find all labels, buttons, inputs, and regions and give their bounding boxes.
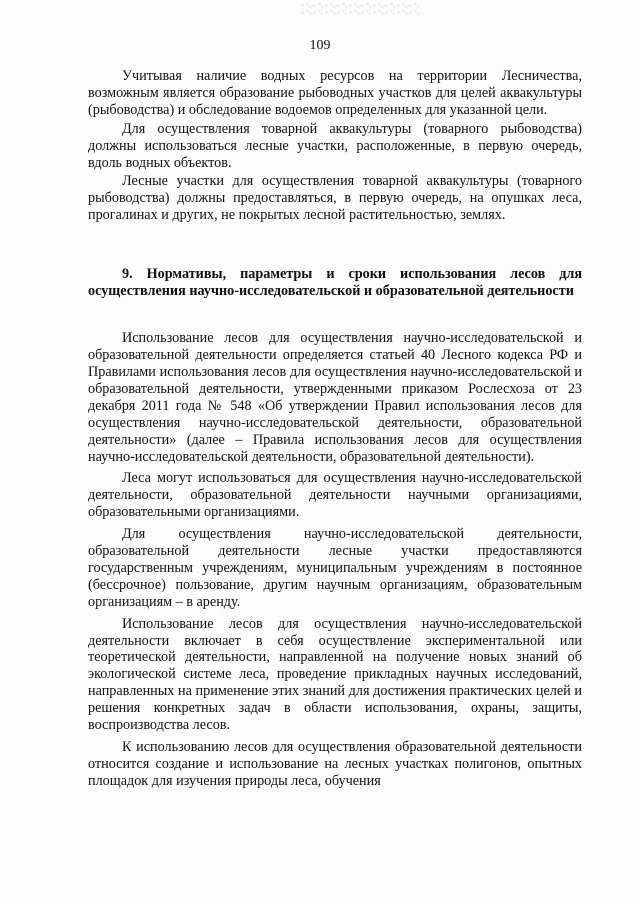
paragraph-research-use: Использование лесов для осуществления научно-исследовательской и образовательной деятельности определяется статьей 40 Лесного кодекса РФ и Правилами использования лесов для осуществления научно-исследовательской и образовательной деятельности, утвержденными приказом Рослесхоза от 23 декабря 2011 года № 548 «Об утверждении Правил использования лесов для осуществления научно-исследовательской деятельности, образовательной деятельности» (далее – Правила использования лесов для осуществления научно-исследовательской деятельности, образовательной деятельности). (88, 330, 582, 465)
paragraph-educational-use: К использованию лесов для осуществления образовательной деятельности относится создание и использование на лесных участках полигонов, опытных площадок для изучения природы леса, обучения (88, 739, 582, 789)
paragraph-research-definition: Использование лесов для осуществления научно-исследовательской деятельности включает в себя осуществление экспериментальной или теоретической деятельности, направленной на получение новых знаний об экологической системе леса, проведение прикладных научных исследований, направленных на применение этих знаний для достижения практических целей и решения конкретных задач в области использования, охраны, защиты, воспроизводства лесов. (88, 615, 582, 734)
paragraph-site-provision: Для осуществления научно-исследовательской деятельности, образовательной деятельности лесные участки предоставляются государственным учреждениям, муниципальным учреждениям в постоянное (бессрочное) пользование, другим научным организациям, образовательным организациям – в аренду. (88, 526, 582, 610)
paragraph-aquaculture-sites: Для осуществления товарной аквакультуры (товарного рыбоводства) должны использоваться лесные участки, расположенные, в первую очередь, вдоль водных объектов. (88, 120, 582, 171)
page-number: 109 (309, 38, 331, 53)
section-title: Нормативы, параметры и сроки использования лесов для осуществления научно-исследовательской и образовательной деятельности (88, 266, 583, 300)
section-heading (88, 266, 582, 300)
paragraph-aquaculture-allocation: Лесные участки для осуществления товарной аквакультуры (товарного рыбоводства) должны предоставляться, в первую очередь, на опушках леса, прогалинах и других, не покрытых лесной растительностью, землях. (88, 173, 582, 224)
paragraph-fish-resources: Учитывая наличие водных ресурсов на территории Лесничества, возможным является образование рыбоводных участков для целей аквакультуры (рыбоводства) и обследование водоемов определенных для указанной цели. (88, 68, 582, 118)
scan-artifact (300, 2, 420, 16)
section-number: 9. (122, 266, 133, 283)
document-body (88, 68, 582, 790)
paragraph-forest-users: Леса могут использоваться для осуществления научно-исследовательской деятельности, образовательной деятельности научными организациями, образовательными организациями. (88, 470, 582, 521)
